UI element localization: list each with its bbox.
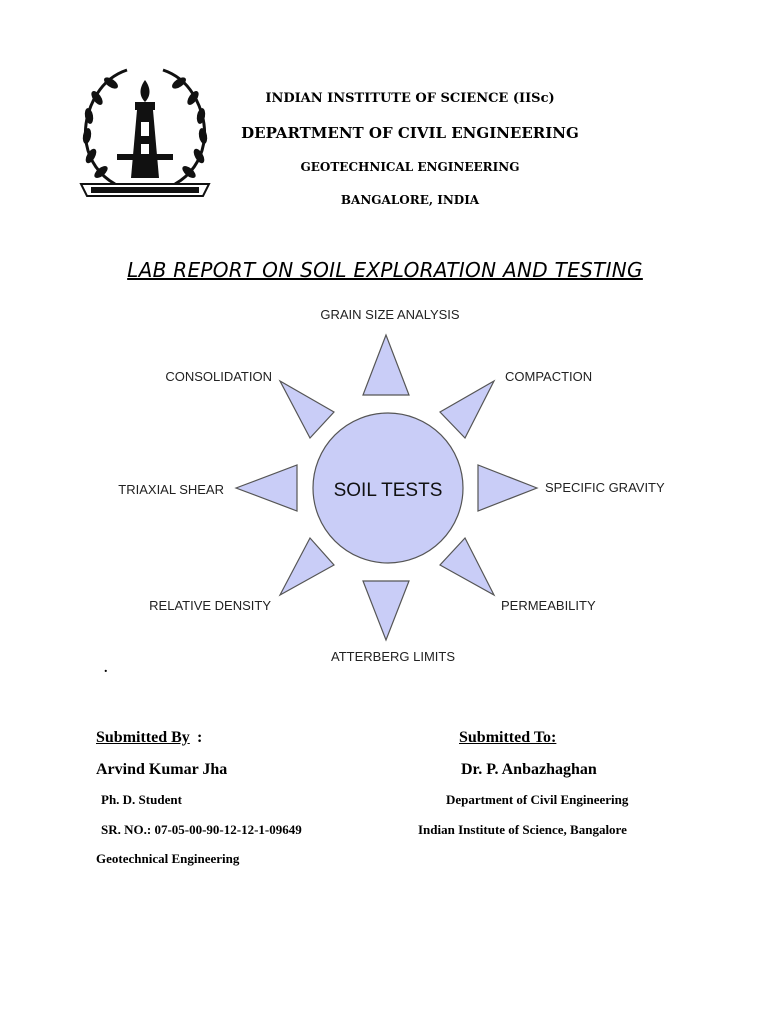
submitter-field: Geotechnical Engineering <box>96 851 240 866</box>
stray-dot: . <box>104 661 108 676</box>
division-name: GEOTECHNICAL ENGINEERING <box>300 160 520 174</box>
submitted-by-heading-text: Submitted By <box>96 729 190 746</box>
ray-top-left <box>280 381 334 438</box>
institute-name: INDIAN INSTITUTE OF SCIENCE (IISc) <box>265 91 555 106</box>
center-label: SOIL TESTS <box>333 480 443 501</box>
ray-bottom-right <box>440 538 494 595</box>
recipient-department: Department of Civil Engineering <box>446 792 629 807</box>
submitter-role: Ph. D. Student <box>101 792 182 807</box>
label-consolidation: CONSOLIDATION <box>165 369 272 384</box>
ray-bottom <box>363 581 409 640</box>
soil-tests-diagram <box>0 295 768 680</box>
submitter-name: Arvind Kumar Jha <box>96 761 228 778</box>
iisc-logo <box>75 66 215 207</box>
label-triaxial-shear: TRIAXIAL SHEAR <box>118 482 224 497</box>
ray-left <box>236 465 297 511</box>
submitted-by-heading <box>96 729 190 747</box>
submitter-serial: SR. NO.: 07-05-00-90-12-12-1-09649 <box>101 822 302 837</box>
ray-top <box>363 335 409 395</box>
label-compaction: COMPACTION <box>505 369 593 384</box>
department-name: DEPARTMENT OF CIVIL ENGINEERING <box>241 124 579 142</box>
label-atterberg-limits: ATTERBERG LIMITS <box>331 649 455 664</box>
label-grain-size-analysis: GRAIN SIZE ANALYSIS <box>320 307 460 322</box>
label-relative-density: RELATIVE DENSITY <box>149 598 271 613</box>
report-title: LAB REPORT ON SOIL EXPLORATION AND TESTING <box>127 258 643 282</box>
ray-bottom-left <box>280 538 334 595</box>
label-permeability: PERMEABILITY <box>501 598 596 613</box>
ray-right <box>478 465 537 511</box>
submitted-by-colon: : <box>197 729 203 746</box>
location: BANGALORE, INDIA <box>340 193 480 207</box>
ray-top-right <box>440 381 494 438</box>
recipient-institution: Indian Institute of Science, Bangalore <box>418 822 627 837</box>
recipient-name: Dr. P. Anbazhaghan <box>461 761 597 778</box>
submitted-to-heading: Submitted To: <box>459 729 557 746</box>
label-specific-gravity: SPECIFIC GRAVITY <box>545 480 665 495</box>
